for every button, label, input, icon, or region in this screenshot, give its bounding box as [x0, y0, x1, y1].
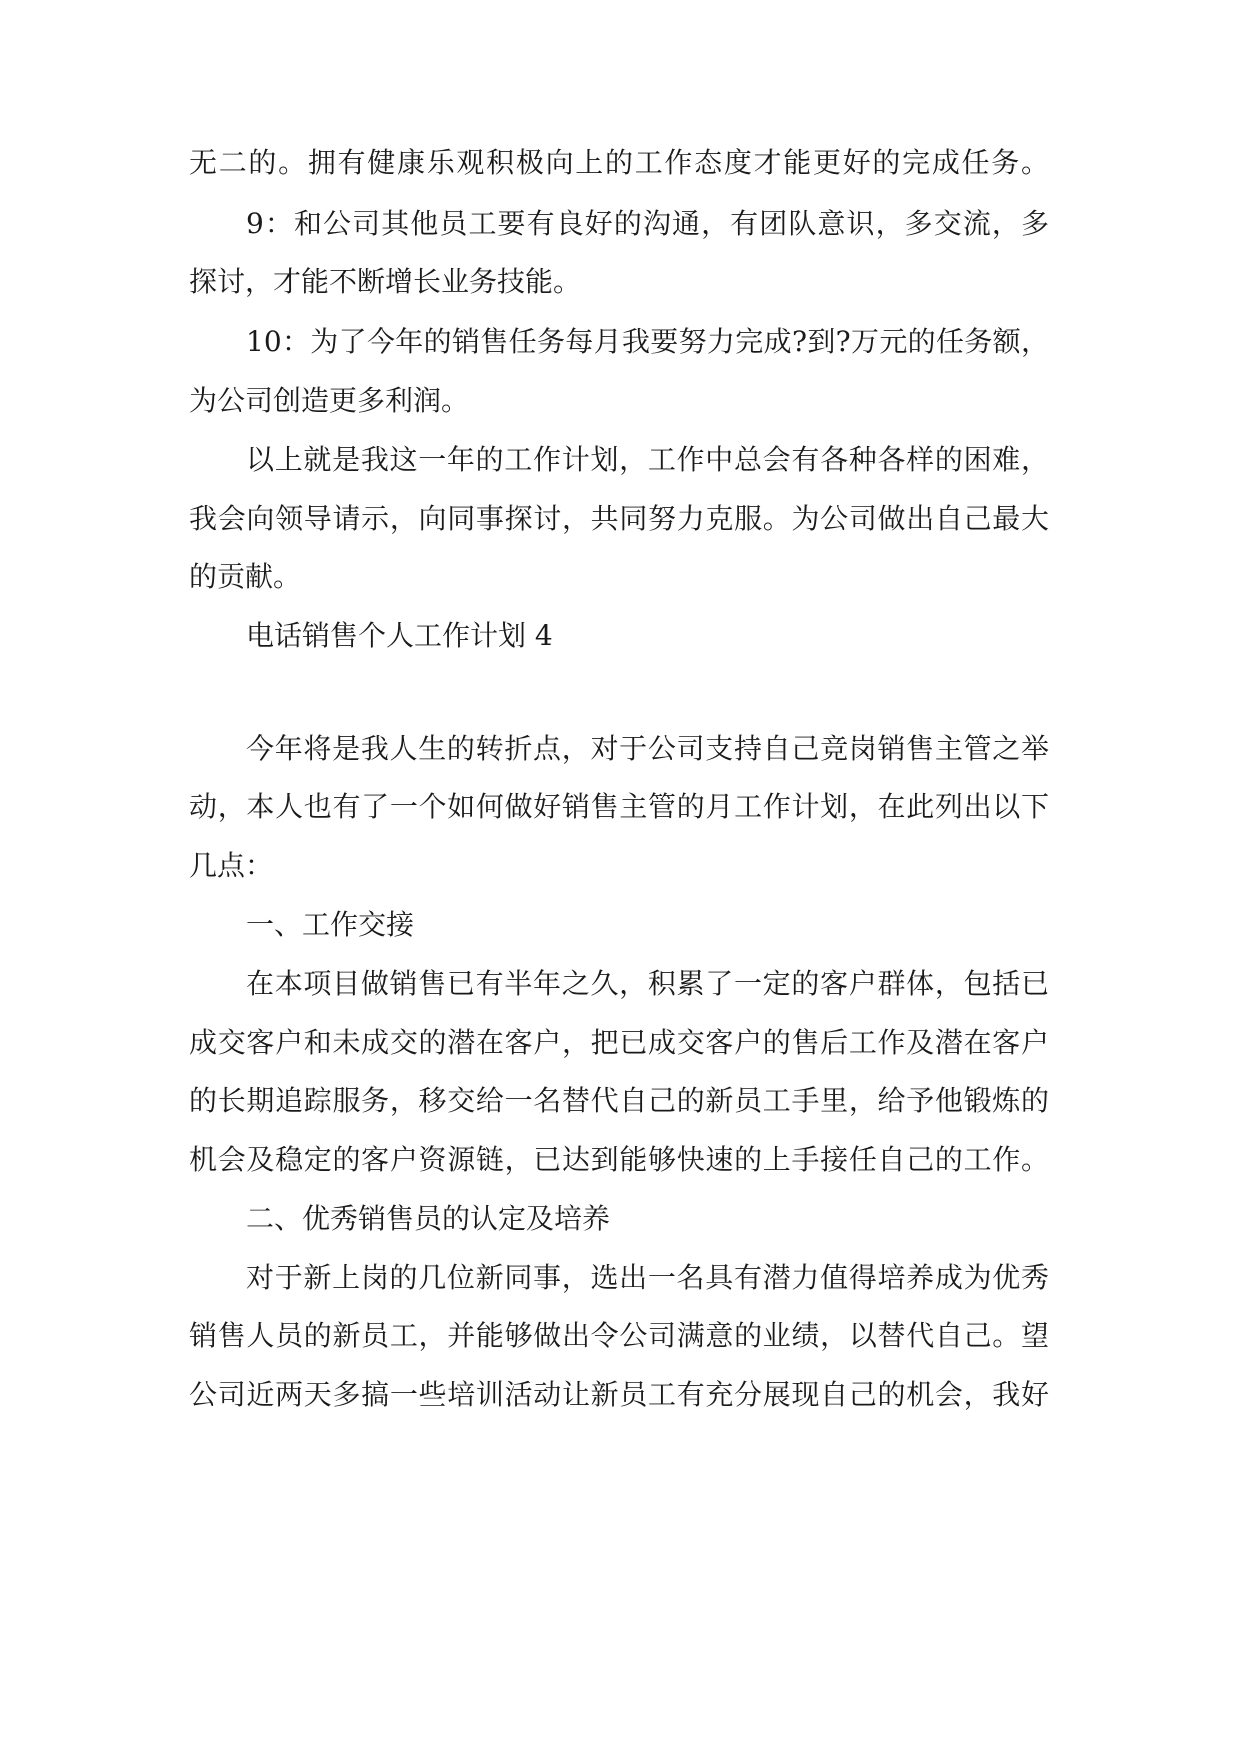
text-line: 对于新上岗的几位新同事，选出一名具有潜力值得培养成为优秀	[246, 1261, 1049, 1294]
text-line: 我会向领导请示，向同事探讨，共同努力克服。为公司做出自己最大	[189, 502, 1049, 535]
text-line: 动，本人也有了一个如何做好销售主管的月工作计划，在此列出以下	[189, 790, 1049, 823]
text-line: 无二的。拥有健康乐观积极向上的工作态度才能更好的完成任务。	[189, 146, 1049, 179]
text-line: 公司近两天多搞一些培训活动让新员工有充分展现自己的机会，我好	[189, 1378, 1049, 1411]
section-title: 电话销售个人工作计划 4	[246, 619, 553, 652]
text-line: 几点：	[189, 849, 274, 882]
text-line: 以上就是我这一年的工作计划，工作中总会有各种各样的困难，	[246, 443, 1049, 476]
heading: 二、优秀销售员的认定及培养	[246, 1202, 611, 1235]
text-line: 为公司创造更多利润。	[189, 384, 470, 417]
text-line: 探讨，才能不断增长业务技能。	[189, 265, 582, 298]
text-line: 在本项目做销售已有半年之久，积累了一定的客户群体，包括已	[246, 967, 1049, 1000]
text-line: 销售人员的新员工，并能够做出令公司满意的业绩，以替代自己。望	[189, 1319, 1049, 1352]
heading: 一、工作交接	[246, 908, 415, 941]
text-line: 机会及稳定的客户资源链，已达到能够快速的上手接任自己的工作。	[189, 1143, 1049, 1176]
text-line: 的贡献。	[189, 560, 302, 593]
text-line: 9：和公司其他员工要有良好的沟通，有团队意识，多交流，多	[246, 207, 1049, 240]
text-line: 的长期追踪服务，移交给一名替代自己的新员工手里，给予他锻炼的	[189, 1084, 1049, 1117]
text-line: 成交客户和未成交的潜在客户，把已成交客户的售后工作及潜在客户	[189, 1026, 1049, 1059]
text-line: 今年将是我人生的转折点，对于公司支持自己竞岗销售主管之举	[246, 732, 1049, 765]
text-line: 10：为了今年的销售任务每月我要努力完成?到?万元的任务额，	[246, 325, 1049, 358]
